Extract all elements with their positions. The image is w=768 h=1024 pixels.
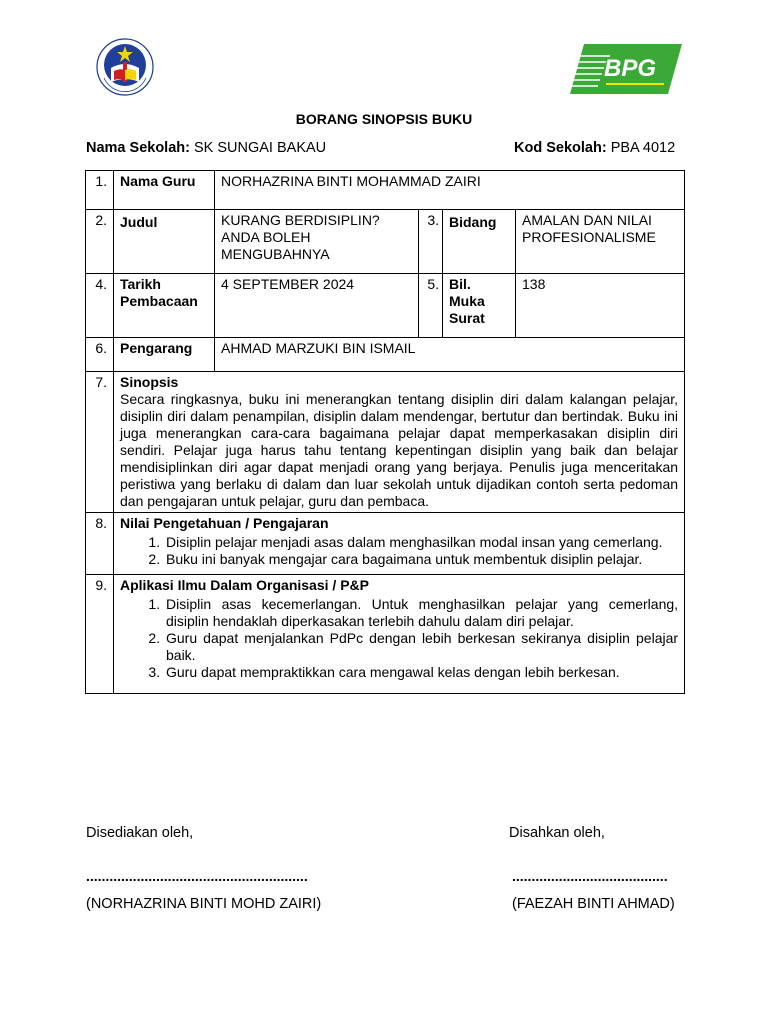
- ministry-logo: [96, 38, 154, 96]
- row-number: 2.: [86, 210, 114, 274]
- teacher-name-value: NORHAZRINA BINTI MOHAMMAD ZAIRI: [215, 171, 685, 210]
- page-count-value: 138: [516, 274, 685, 338]
- bpg-logo-text: BPG: [604, 55, 657, 82]
- row-number: 8.: [86, 513, 114, 575]
- list-item: 3. Guru dapat mempraktikkan cara mengawal kelas dengan lebih berkesan.: [164, 664, 678, 681]
- row-number: 3.: [419, 210, 443, 274]
- school-name-label: Nama Sekolah:: [86, 140, 190, 156]
- application-label: Aplikasi Ilmu Dalam Organisasi / P&P: [120, 577, 369, 593]
- application-list: [120, 596, 678, 681]
- knowledge-value-list: [120, 534, 678, 568]
- list-item: 2. Buku ini banyak mengajar cara bagaimana untuk membentuk disiplin pelajar.: [164, 551, 678, 568]
- row-number: 7.: [86, 372, 114, 513]
- row-number: 6.: [86, 338, 114, 372]
- form-title: BORANG SINOPSIS BUKU: [295, 111, 473, 127]
- table-row: [86, 210, 685, 274]
- approved-signature-line: ........................................: [512, 868, 668, 884]
- page-count-label: Bil. Muka Surat: [443, 274, 516, 338]
- reading-date-value: 4 SEPTEMBER 2024: [215, 274, 419, 338]
- row-number: 5.: [419, 274, 443, 338]
- table-row: [86, 171, 685, 210]
- list-item: 2. Guru dapat menjalankan PdPc dengan lebih berkesan sekiranya disiplin pelajar baik.: [164, 630, 678, 664]
- school-code-label: Kod Sekolah:: [514, 140, 607, 156]
- table-row: [86, 338, 685, 372]
- row-number: 4.: [86, 274, 114, 338]
- reading-date-label: Tarikh Pembacaan: [114, 274, 215, 338]
- school-name-row: [86, 140, 326, 156]
- row-number: 1.: [86, 171, 114, 210]
- synopsis-label: Sinopsis: [120, 374, 179, 390]
- list-item: 1. Disiplin asas kecemerlangan. Untuk menghasilkan pelajar yang cemerlang, disiplin hendaklah diperkasakan terlebih dahulu dalam diri pelajar.: [164, 596, 678, 630]
- table-row: [86, 575, 685, 694]
- author-label: Pengarang: [114, 338, 215, 372]
- school-code-row: [514, 140, 675, 156]
- bpg-logo: [570, 42, 682, 96]
- prepared-signature-line: .........................................................: [86, 868, 308, 884]
- author-value: AHMAD MARZUKI BIN ISMAIL: [215, 338, 685, 372]
- table-row: [86, 372, 685, 513]
- approved-by-label: Disahkan oleh,: [509, 825, 605, 841]
- table-row: [86, 274, 685, 338]
- list-item: 1. Disiplin pelajar menjadi asas dalam menghasilkan modal insan yang cemerlang.: [164, 534, 678, 551]
- school-name-value: SK SUNGAI BAKAU: [194, 140, 327, 156]
- book-title-label: Judul: [114, 210, 215, 274]
- synopsis-form-table: [85, 170, 685, 694]
- prepared-by-name: (NORHAZRINA BINTI MOHD ZAIRI): [86, 896, 322, 912]
- knowledge-value-cell: [114, 513, 685, 575]
- knowledge-value-label: Nilai Pengetahuan / Pengajaran: [120, 515, 329, 531]
- synopsis-cell: [114, 372, 685, 513]
- table-row: [86, 513, 685, 575]
- field-label: Bidang: [443, 210, 516, 274]
- synopsis-text: Secara ringkasnya, buku ini menerangkan tentang disiplin diri dalam kalangan pelajar, disiplin diri dalam penampilan, disiplin dalam mendengar, bertutur dan bertindak. Buku ini juga menerangkan cara-cara bagaimana pelajar dapat memperkasakan disiplin diri sendiri. Pelajar juga harus tahu tentang kepentingan disiplin yang baik dan belajar mendisiplinkan diri agar dapat menjadi orang yang berjaya. Penulis juga menceritakan peristiwa yang berlaku di dalam dan luar sekolah untuk dijadikan contoh serta pedoman dan pengajaran untuk pelajar, guru dan pembaca.: [120, 391, 679, 509]
- teacher-name-label: Nama Guru: [114, 171, 215, 210]
- school-code-value: PBA 4012: [610, 140, 676, 156]
- field-value: AMALAN DAN NILAI PROFESIONALISME: [516, 210, 685, 274]
- application-cell: [114, 575, 685, 694]
- row-number: 9.: [86, 575, 114, 694]
- approved-by-name: (FAEZAH BINTI AHMAD): [512, 896, 675, 912]
- book-title-value: KURANG BERDISIPLIN? ANDA BOLEH MENGUBAHNYA: [215, 210, 419, 274]
- prepared-by-label: Disediakan oleh,: [86, 825, 194, 841]
